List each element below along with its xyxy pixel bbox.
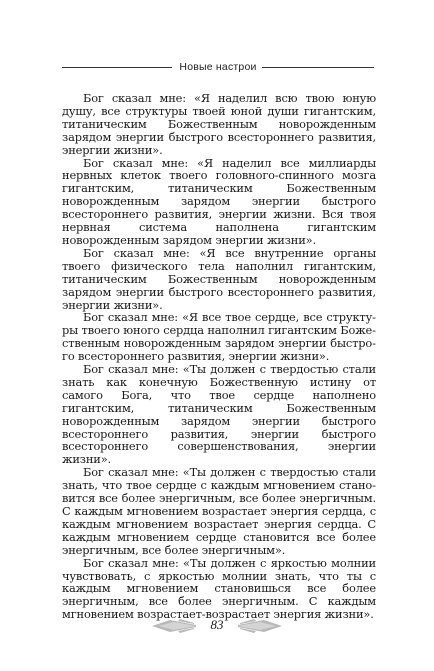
paragraph-2: Бог сказал мне: «Я наделил все миллиарды нервных клеток твоего головного-спинного мозга гигантским, титаническим Божественным новорожденным зарядом энергии быстрого всестороннего развития, энергии жизни. Вся твоя нервная система наполнена гигантским новорожденным зарядом энергии жизни». (62, 155, 376, 247)
paragraph-1: Бог сказал мне: «Я наделил всю твою юную душу, все структуры твоей юной души гигантским, титаническим Божественным новорожденным зарядом энергии быстрого всестороннего развития, энергии жизни». (62, 91, 376, 157)
page-number: 83 (210, 617, 224, 632)
paragraph-3: Бог сказал мне: «Я все внутренние органы твоего физического тела наполнил гигантским, титаническим Божественным новорожденным зарядом энергии быстрого всестороннего развития, энергии жизни». (62, 245, 376, 312)
body-text (62, 92, 376, 621)
paragraph-5: Бог сказал мне: «Ты должен с твердостью стали знать как конечную Божественную истину от самого Бога, что твое сердце наполнено гигантским, титаническим Божественным новорожденным зарядом энергии быстрого всестороннего развития, энергии быстрого всестороннего совершенствования, энергии жизни». (62, 362, 376, 467)
header-rule-right (262, 67, 374, 68)
header-title: Новые настрои (179, 61, 257, 73)
paragraph-7: Бог сказал мне: «Ты должен с яркостью молнии чувствовать, с яркостью молнии знать, что ты с каждым мгновением становишься все более энергичным, все более энергичным. С каждым мгновением возрастает-возрастает энергия жизни». (62, 555, 376, 622)
paragraph-6: Бог сказал мне: «Ты должен с твердостью стали знать, что твое сердце с каждым мгновением становится все более энергичным, все более энергичным. С каждым мгновением возрастает энергия сердца, с каждым мгновением возрастает энергия сердца. С каждым мгновением сердце становится все более энергичным, все более энергичным». (62, 465, 376, 557)
paragraph-4: Бог сказал мне: «Я все твое сердце, все структуры твоего юного сердца наполнил гигантским Божественным новорожденным зарядом энергии быстрого всестороннего развития, энергии жизни». (62, 310, 376, 364)
running-header (62, 60, 374, 74)
page-footer (0, 613, 434, 639)
